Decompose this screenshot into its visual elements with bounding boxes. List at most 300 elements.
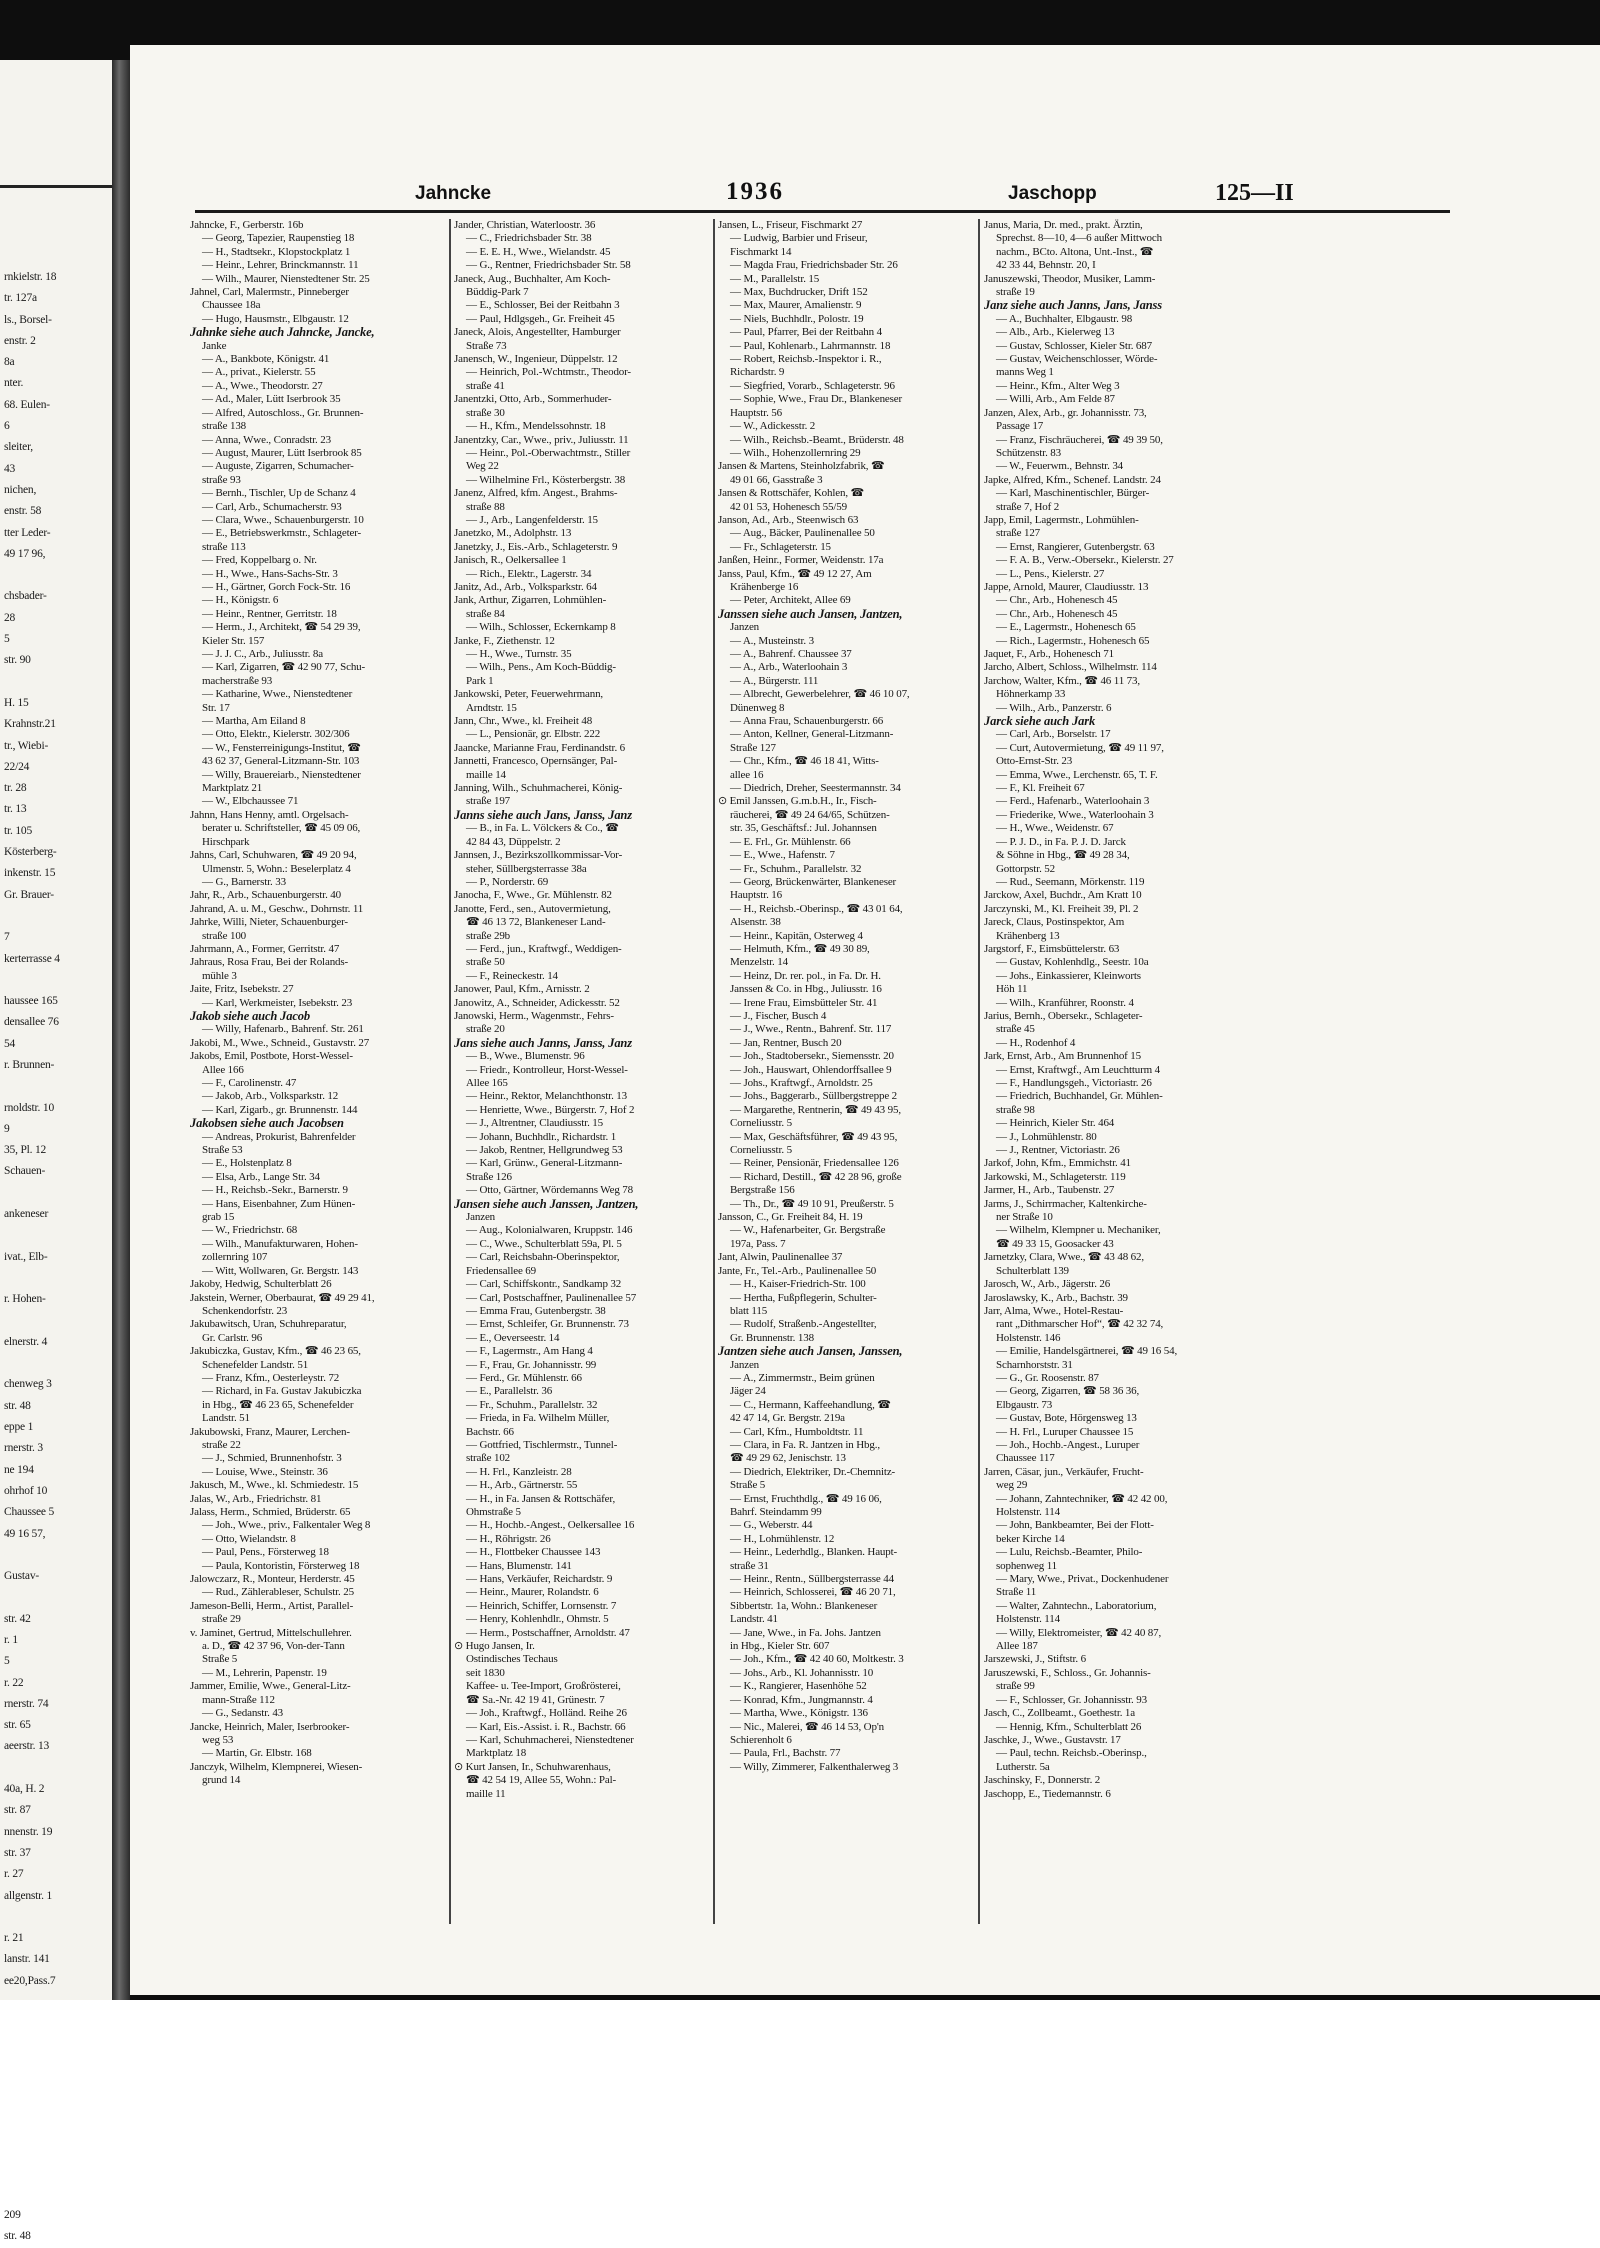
directory-entry: Jahr, R., Arb., Schauenburgerstr. 40 (190, 889, 341, 902)
directory-entry: — Alb., Arb., Kielerweg 13 (996, 326, 1115, 339)
directory-entry: — J., Lohmühlenstr. 80 (996, 1130, 1097, 1143)
directory-entry: — A., Wwe., Theodorstr. 27 (202, 379, 323, 392)
directory-entry: — Friedrich, Buchhandel, Gr. Mühlen- (996, 1090, 1163, 1103)
entry-continuation: Chaussee 18a (202, 299, 261, 312)
directory-entry: — H. Frl., Kanzleistr. 28 (466, 1465, 572, 1478)
directory-entry: — J., Fischer, Busch 4 (730, 1009, 827, 1022)
directory-entry: — E., Wwe., Hafenstr. 7 (730, 849, 835, 862)
directory-entry: — H., Stadtsekr., Klopstockplatz 1 (202, 245, 351, 258)
book-gutter (112, 60, 130, 2000)
directory-entry: Jarosch, W., Arb., Jägerstr. 26 (984, 1278, 1111, 1291)
directory-entry: — Robert, Reichsb.-Inspektor i. R., (730, 353, 882, 366)
directory-entry: — Johs., Arb., Kl. Johannisstr. 10 (730, 1666, 874, 1679)
left-margin-line: rnerstr. 3 (4, 1442, 43, 1455)
column-3 (718, 219, 970, 1939)
entry-continuation: Höh 11 (996, 983, 1028, 996)
directory-entry: Janson, Ad., Arb., Steenwisch 63 (718, 513, 859, 526)
directory-entry: — Lulu, Reichsb.-Beamter, Philo- (996, 1546, 1143, 1559)
left-margin-line: inkenstr. 15 (4, 867, 56, 880)
entry-continuation: straße 84 (466, 607, 505, 620)
entry-continuation: blatt 115 (730, 1304, 768, 1317)
left-margin-line: 28 (4, 611, 16, 624)
entry-continuation: Corneliusstr. 5 (730, 1144, 792, 1157)
directory-entry: — Paul, Hdlgsgeh., Gr. Freiheit 45 (466, 312, 615, 325)
directory-entry: — Karl, Eis.-Assist. i. R., Bachstr. 66 (466, 1720, 626, 1733)
entry-continuation: Straße 127 (730, 741, 776, 754)
directory-entry: — Hans, Verkäufer, Reichardstr. 9 (466, 1573, 613, 1586)
left-margin-line: 35, Pl. 12 (4, 1144, 47, 1157)
left-margin-line (0, 1183, 60, 1204)
entry-continuation: Schierenholt 6 (730, 1733, 792, 1746)
left-margin-line: 49 17 96, (4, 547, 46, 560)
entry-continuation: straße 20 (466, 1023, 505, 1036)
directory-entry: — E. E. H., Wwe., Wielandstr. 45 (466, 245, 611, 258)
directory-entry: — Paul, Pens., Försterweg 18 (202, 1546, 329, 1559)
directory-entry: — Diedrich, Elektriker, Dr.-Chemnitz- (730, 1465, 896, 1478)
directory-entry: — Carl, Schiffskontr., Sandkamp 32 (466, 1278, 622, 1291)
left-margin-line: rnerstr. 74 (4, 1697, 49, 1710)
directory-entry: — Jakob, Rentner, Hellgrundweg 53 (466, 1144, 623, 1157)
column-2 (454, 219, 706, 1939)
directory-entry: Janowitz, A., Schneider, Adickesstr. 52 (454, 996, 620, 1009)
directory-entry: — C., Friedrichsbader Str. 38 (466, 232, 592, 245)
directory-entry: — Carl, Arb., Borselstr. 17 (996, 728, 1111, 741)
directory-entry: Janentzky, Car., Wwe., priv., Juliusstr. 11 (454, 433, 629, 446)
directory-entry: — Wilh., Kranführer, Roonstr. 4 (996, 996, 1134, 1009)
entry-continuation: weg 53 (202, 1733, 234, 1746)
directory-entry: Jans siehe auch Janns, Janss, Janz (454, 1035, 632, 1050)
directory-entry: — Katharine, Wwe., Nienstedtener (202, 688, 353, 701)
directory-entry: Janisch, R., Oelkersallee 1 (454, 554, 567, 567)
directory-entry: — Emma, Wwe., Lerchenstr. 65, T. F. (996, 768, 1158, 781)
directory-entry: — Karl, Schuhmacherei, Nienstedtener (466, 1733, 634, 1746)
left-margin-line (0, 672, 60, 693)
entry-continuation: a. D., ☎ 42 37 96, Von-der-Tann (202, 1640, 345, 1653)
entry-continuation: seit 1830 (466, 1666, 505, 1679)
left-page-fragment (0, 60, 112, 2243)
directory-entry: — Rich., Elektr., Lagerstr. 34 (466, 567, 592, 580)
directory-entry: — Andreas, Prokurist, Bahrenfelder (202, 1130, 356, 1143)
directory-entry: Jarr, Alma, Wwe., Hotel-Restau- (984, 1304, 1124, 1317)
left-margin-line: rnoldstr. 10 (4, 1101, 54, 1114)
directory-entry: Jant, Alwin, Paulinenallee 37 (718, 1251, 843, 1264)
entry-continuation: 49 01 66, Gasstraße 3 (730, 473, 823, 486)
directory-entry: — Rich., Lagermstr., Hohenesch 65 (996, 634, 1150, 647)
directory-entry: — Georg, Brückenwärter, Blankeneser (730, 875, 897, 888)
directory-entry: — Wilhelmine Frl., Kösterbergstr. 38 (466, 473, 626, 486)
entry-continuation: Scharnhorststr. 31 (996, 1358, 1073, 1371)
directory-entry: v. Jaminet, Gertrud, Mittelschullehrer. (190, 1626, 352, 1639)
directory-entry: Jancke, Heinrich, Maler, Iserbrooker- (190, 1720, 350, 1733)
directory-entry: — Georg, Tapezier, Raupenstieg 18 (202, 232, 355, 245)
directory-entry: Janke, F., Ziethenstr. 12 (454, 634, 555, 647)
directory-entry: — Joh., Kraftwgf., Holländ. Reihe 26 (466, 1707, 627, 1720)
directory-entry: — Th., Dr., ☎ 49 10 91, Preußerstr. 5 (730, 1197, 894, 1210)
directory-entry: — Gustav, Schlosser, Kieler Str. 687 (996, 339, 1152, 352)
directory-entry: Jank, Arthur, Zigarren, Lohmühlen- (454, 594, 607, 607)
entry-continuation: Elbgaustr. 73 (996, 1398, 1053, 1411)
directory-entry: Jalowczarz, R., Monteur, Herderstr. 45 (190, 1573, 355, 1586)
directory-entry: Jann, Chr., Wwe., kl. Freiheit 48 (454, 715, 593, 728)
directory-entry: — August, Maurer, Lütt Iserbrook 85 (202, 446, 362, 459)
left-margin-line: str. 42 (4, 1612, 31, 1625)
entry-continuation: straße 7, Hof 2 (996, 500, 1060, 513)
directory-entry: Jark, Ernst, Arb., Am Brunnenhof 15 (984, 1050, 1141, 1063)
entry-continuation: maille 14 (466, 768, 506, 781)
left-margin-line: allgenstr. 1 (4, 1889, 53, 1902)
entry-continuation: Bachstr. 66 (466, 1425, 514, 1438)
directory-entry: — Anton, Kellner, General-Litzmann- (730, 728, 894, 741)
header-first-entry: Jahncke (415, 183, 492, 204)
entry-continuation: straße 113 (202, 540, 246, 553)
entry-continuation: straße 197 (466, 795, 511, 808)
directory-entry: — Friederike, Wwe., Waterloohain 3 (996, 808, 1154, 821)
directory-entry: — Henry, Kohlenhdlr., Ohmstr. 5 (466, 1613, 609, 1626)
left-margin-line: 22/24 (4, 760, 30, 773)
left-margin-line (0, 906, 60, 927)
directory-entry: — Karl, Grünw., General-Litzmann- (466, 1157, 623, 1170)
left-margin-line: Schauen- (4, 1165, 46, 1178)
directory-entry: — W., Elbchaussee 71 (202, 795, 299, 808)
directory-entry: Jakusch, M., Wwe., kl. Schmiedestr. 15 (190, 1479, 359, 1492)
directory-entry: — W., Feuerwm., Behnstr. 34 (996, 460, 1124, 473)
entry-continuation: zollernring 107 (202, 1251, 268, 1264)
directory-entry: — Hans, Blumenstr. 141 (466, 1559, 572, 1572)
directory-entry: Jahnel, Carl, Malermstr., Pinneberger (190, 286, 349, 299)
left-margin-line: ivat., Elb- (4, 1250, 48, 1263)
directory-entry: Janczyk, Wilhelm, Klempnerei, Wiesen- (190, 1760, 363, 1773)
directory-entry: — Heinz, Dr. rer. pol., in Fa. Dr. H. (730, 969, 881, 982)
directory-entry: — B., Wwe., Blumenstr. 96 (466, 1050, 585, 1063)
directory-entry: — Willy, Hafenarb., Bahrenf. Str. 261 (202, 1023, 364, 1036)
directory-entry: — Alfred, Autoschloss., Gr. Brunnen- (202, 406, 364, 419)
entry-continuation: Straße 73 (466, 339, 507, 352)
directory-entry: — C., Hermann, Kaffeehandlung, ☎ (730, 1398, 891, 1411)
directory-entry: — Aug., Bäcker, Paulinenallee 50 (730, 527, 875, 540)
directory-entry: — Heinr., Rektor, Melanchthonstr. 13 (466, 1090, 627, 1103)
directory-entry: — Siegfried, Vorarb., Schlageterstr. 96 (730, 379, 895, 392)
directory-entry: — H., Reichsb.-Sekr., Barnerstr. 9 (202, 1184, 348, 1197)
left-margin-line: eppe 1 (4, 1421, 34, 1434)
entry-continuation: weg 29 (996, 1479, 1028, 1492)
directory-entry: — Emma Frau, Gutenbergstr. 38 (466, 1304, 606, 1317)
directory-entry: — Gustav, Kohlenhdlg., Seestr. 10a (996, 956, 1149, 969)
left-margin-line: Gr. Brauer- (4, 888, 54, 901)
entry-continuation: straße 19 (996, 286, 1035, 299)
left-margin-line: densallee 76 (4, 1016, 59, 1029)
directory-entry: — J., Schmied, Brunnenhofstr. 3 (202, 1452, 342, 1465)
directory-entry: Japke, Alfred, Kfm., Schenef. Landstr. 24 (984, 473, 1161, 486)
directory-entry: — Curt, Autovermietung, ☎ 49 11 97, (996, 741, 1164, 754)
directory-entry: — K., Rangierer, Hasenhöhe 52 (730, 1680, 867, 1693)
directory-entry: — Richard, in Fa. Gustav Jakubiczka (202, 1385, 362, 1398)
entry-continuation: Dünenweg 8 (730, 701, 785, 714)
directory-entry: — H., Hochb.-Angest., Oelkersallee 16 (466, 1519, 635, 1532)
directory-entry: — Konrad, Kfm., Jungmannstr. 4 (730, 1693, 873, 1706)
entry-continuation: Straße 5 (730, 1479, 766, 1492)
directory-entry: — E. Frl., Gr. Mühlenstr. 66 (730, 835, 851, 848)
directory-entry: Jarkowski, M., Schlageterstr. 119 (984, 1170, 1126, 1183)
directory-entry: — Witt, Wollwaren, Gr. Bergstr. 143 (202, 1264, 359, 1277)
directory-entry: — W., Fensterreinigungs-Institut, ☎ (202, 741, 361, 754)
directory-entry: Janentzki, Otto, Arb., Sommerhuder- (454, 393, 612, 406)
header-rule (195, 210, 1450, 213)
directory-entry: — Ferd., jun., Kraftwgf., Weddigen- (466, 942, 622, 955)
directory-entry: — Joh., Hochb.-Angest., Luruper (996, 1438, 1140, 1451)
left-margin-line: str. 48 (4, 2230, 31, 2243)
directory-entry: — Hans, Eisenbahner, Zum Hünen- (202, 1197, 356, 1210)
directory-entry: — Nic., Malerei, ☎ 46 14 53, Op'n (730, 1720, 885, 1733)
entry-continuation: Weg 22 (466, 460, 499, 473)
left-margin-line: Kösterberg- (4, 846, 57, 859)
directory-entry: — P. J. D., in Fa. P. J. D. Jarck (996, 835, 1126, 848)
left-margin-line: r. 21 (4, 1932, 24, 1945)
directory-entry: Jammer, Emilie, Wwe., General-Litz- (190, 1680, 351, 1693)
directory-entry: — Diedrich, Dreher, Seestermannstr. 34 (730, 782, 901, 795)
left-margin-line: nichen, (4, 483, 37, 496)
directory-entry: — Heinr., Rentn., Süllbergsterrasse 44 (730, 1573, 894, 1586)
directory-entry: — Heinr., Pol.-Oberwachtmstr., Stiller (466, 446, 631, 459)
directory-entry: Janz siehe auch Janns, Jans, Janss (984, 298, 1162, 313)
directory-entry: Jaquet, F., Arb., Hohenesch 71 (984, 648, 1114, 660)
directory-entry: — Wilh., Schlosser, Eckernkamp 8 (466, 621, 616, 634)
directory-entry: — Sophie, Wwe., Frau Dr., Blankeneser (730, 393, 903, 406)
directory-entry: — Jane, Wwe., in Fa. Johs. Jantzen (730, 1626, 881, 1639)
directory-entry: — Otto, Wielandstr. 8 (202, 1532, 296, 1545)
entry-continuation: Hauptstr. 16 (730, 889, 782, 902)
directory-entry: Jansen & Martens, Steinholzfabrik, ☎ (718, 460, 885, 473)
entry-continuation: 197a, Pass. 7 (730, 1237, 786, 1250)
entry-continuation: straße 45 (996, 1023, 1035, 1036)
left-margin-line: r. 27 (4, 1868, 24, 1881)
directory-entry: — H., Reichsb.-Oberinsp., ☎ 43 01 64, (730, 902, 903, 915)
entry-continuation: nachm., BCto. Altona, Unt.-Inst., ☎ (996, 245, 1154, 258)
directory-entry: Janenz, Alfred, kfm. Angest., Brahms- (454, 487, 618, 500)
entry-continuation: & Söhne in Hbg., ☎ 49 28 34, (996, 849, 1130, 862)
directory-entry: Jaroslawsky, K., Arb., Bachstr. 39 (984, 1291, 1128, 1304)
entry-continuation: Hauptstr. 56 (730, 406, 782, 419)
column-divider (713, 219, 715, 1924)
directory-entry: Jargstorf, F., Eimsbüttelerstr. 63 (984, 942, 1120, 955)
directory-entry: — F. A. B., Verw.-Obersekr., Kielerstr. 27 (996, 554, 1174, 567)
directory-entry: Janensch, W., Ingenieur, Düppelstr. 12 (454, 353, 618, 366)
directory-entry: Jannetti, Francesco, Opernsänger, Pal- (454, 755, 618, 768)
left-margin-line: 49 16 57, (4, 1527, 46, 1540)
directory-entry: Jarchow, Walter, Kfm., ☎ 46 11 73, (984, 674, 1140, 687)
directory-entry: — M., Parallelstr. 15 (730, 272, 820, 285)
directory-entry: — W., Adickesstr. 2 (730, 420, 816, 433)
directory-entry: — Fr., Schlageterstr. 15 (730, 540, 831, 553)
directory-entry: — Joh., Kfm., ☎ 42 40 60, Moltkestr. 3 (730, 1653, 904, 1666)
directory-entry: — Heinr., Kapitän, Osterweg 4 (730, 929, 863, 942)
entry-continuation: rant „Dithmarscher Hof“, ☎ 42 32 74, (996, 1318, 1164, 1331)
directory-entry: Jander, Christian, Waterloostr. 36 (454, 219, 596, 231)
directory-entry: — M., Lehrerin, Papenstr. 19 (202, 1666, 327, 1679)
directory-entry: Jarkof, John, Kfm., Emmichstr. 41 (984, 1157, 1131, 1170)
entry-continuation: straße 41 (466, 379, 505, 392)
entry-continuation: Sibbertstr. 1a, Wohn.: Blankeneser (730, 1599, 878, 1612)
entry-continuation: Arndtstr. 15 (466, 701, 517, 714)
directory-entry: — Fr., Schuhm., Parallelstr. 32 (466, 1398, 598, 1411)
entry-continuation: Friedensallee 69 (466, 1264, 536, 1277)
directory-entry: — Carl, Postschaffner, Paulinenallee 57 (466, 1291, 637, 1304)
directory-entry: — G., Gr. Roosenstr. 87 (996, 1371, 1099, 1384)
entry-continuation: Fischmarkt 14 (730, 245, 792, 258)
directory-entry: — Otto, Gärtner, Wördemanns Weg 78 (466, 1184, 633, 1197)
directory-entry: Jahrand, A. u. M., Geschw., Dohrnstr. 11 (190, 902, 364, 915)
directory-entry: Jahrke, Willi, Nieter, Schauenburger- (190, 916, 348, 929)
entry-continuation: straße 29b (466, 929, 511, 942)
directory-entry: — H. Frl., Luruper Chaussee 15 (996, 1425, 1134, 1438)
entry-continuation: Sprechst. 8—10, 4—6 außer Mittwoch (996, 232, 1162, 245)
directory-entry: — H., Röhrigstr. 26 (466, 1532, 551, 1545)
directory-entry: Japp, Emil, Lagermstr., Lohmühlen- (984, 513, 1139, 526)
entry-continuation: grab 15 (202, 1211, 235, 1224)
directory-entry: — H., Königstr. 6 (202, 594, 279, 607)
directory-entry: — H., Wwe., Weidenstr. 67 (996, 822, 1114, 835)
directory-entry: — H., Kfm., Mendelssohnstr. 18 (466, 420, 606, 433)
directory-entry: — Wilhelm, Klempner u. Mechaniker, (996, 1224, 1161, 1237)
directory-entry: — Heinrich, Kieler Str. 464 (996, 1117, 1115, 1130)
entry-continuation: Gr. Carlstr. 96 (202, 1331, 263, 1344)
directory-entry: — Rudolf, Straßenb.-Angestellter, (730, 1318, 877, 1331)
directory-columns (190, 219, 1450, 1939)
entry-continuation: Alsenstr. 38 (730, 916, 781, 929)
directory-entry: Jantzen siehe auch Jansen, Janssen, (718, 1344, 903, 1359)
left-margin-line (0, 1076, 60, 1097)
entry-continuation: Holstenstr. 114 (996, 1506, 1060, 1518)
directory-entry: — Carl, Reichsbahn-Oberinspektor, (466, 1251, 620, 1264)
left-margin-line: chenweg 3 (4, 1378, 52, 1391)
left-margin-line: tr. 105 (4, 824, 32, 837)
left-margin-line: 68. Eulen- (4, 398, 50, 411)
directory-entry: — Rud., Zählerableser, Schulstr. 25 (202, 1586, 354, 1599)
entry-continuation: Janke (202, 339, 227, 352)
left-margin-line (0, 1907, 60, 1928)
entry-continuation: straße 138 (202, 420, 247, 433)
directory-entry: — A., Arb., Waterloohain 3 (730, 661, 848, 674)
entry-continuation: Bergstraße 156 (730, 1184, 795, 1197)
directory-entry: — Clara, Wwe., Schauenburgerstr. 10 (202, 513, 364, 526)
directory-entry: — Joh., Stadtobersekr., Siemensstr. 20 (730, 1050, 894, 1063)
left-margin-line: lanstr. 141 (4, 1953, 50, 1966)
directory-entry: Janßen, Heinr., Former, Weidenstr. 17a (718, 554, 884, 567)
directory-entry: Jaite, Fritz, Isebekstr. 27 (190, 983, 294, 996)
directory-entry: — Joh., Wwe., priv., Falkentaler Weg 8 (202, 1519, 371, 1532)
directory-entry: Jarren, Cäsar, jun., Verkäufer, Frucht- (984, 1465, 1144, 1478)
directory-entry: — Karl, Maschinentischler, Bürger- (996, 487, 1150, 500)
entry-continuation: beker Kirche 14 (996, 1532, 1065, 1545)
entry-continuation: Gr. Brunnenstr. 138 (730, 1331, 814, 1344)
directory-entry: — Aug., Kolonialwaren, Kruppstr. 146 (466, 1224, 633, 1237)
directory-entry: Jahraus, Rosa Frau, Bei der Rolands- (190, 956, 349, 969)
entry-continuation: sophenweg 11 (996, 1559, 1058, 1572)
entry-continuation: Büddig-Park 7 (466, 286, 529, 299)
directory-entry: — W., Friedrichstr. 68 (202, 1224, 298, 1237)
directory-page (130, 45, 1600, 2000)
directory-entry: Jakubowski, Franz, Maurer, Lerchen- (190, 1425, 350, 1438)
directory-entry: — H., Arb., Gärtnerstr. 55 (466, 1479, 578, 1492)
directory-entry: — Ad., Maler, Lütt Iserbrook 35 (202, 393, 341, 406)
left-page-text (0, 267, 60, 2248)
directory-entry: — Georg, Zigarren, ☎ 58 36 36, (996, 1385, 1140, 1398)
directory-entry: — Ferd., Hafenarb., Waterloohain 3 (996, 795, 1150, 808)
directory-entry: — E., Parallelstr. 36 (466, 1385, 553, 1398)
entry-continuation: straße 30 (466, 406, 505, 419)
directory-entry: ⊙ Hugo Jansen, Ir. (454, 1640, 535, 1653)
directory-entry: Jalass, Herm., Schmied, Brüderstr. 65 (190, 1506, 351, 1518)
directory-entry: ⊙ Kurt Jansen, Ir., Schuhwarenhaus, (454, 1760, 611, 1773)
directory-entry: — G., Weberstr. 44 (730, 1519, 813, 1532)
directory-entry: — Johann, Zahntechniker, ☎ 42 42 00, (996, 1492, 1168, 1505)
directory-entry: — Emilie, Handelsgärtnerei, ☎ 49 16 54, (996, 1345, 1178, 1358)
directory-entry: — Martha, Am Eiland 8 (202, 715, 306, 728)
directory-entry: Janitz, Ad., Arb., Volksparkstr. 64 (454, 580, 597, 593)
directory-entry: — Jakob, Arb., Volksparkstr. 12 (202, 1090, 339, 1103)
entry-continuation: steher, Süllbergsterrasse 38a (466, 862, 587, 875)
directory-entry: — Ludwig, Barbier und Friseur, (730, 232, 868, 245)
directory-entry: — Wilh., Hohenzollernring 29 (730, 446, 861, 459)
directory-entry: — E., Oeverseestr. 14 (466, 1331, 560, 1344)
entry-continuation: räucherei, ☎ 49 24 64/65, Schützen- (730, 808, 890, 821)
directory-entry: — Louise, Wwe., Steinstr. 36 (202, 1465, 328, 1478)
entry-continuation: allee 16 (730, 768, 764, 781)
directory-entry: Jante, Fr., Tel.-Arb., Paulinenallee 50 (718, 1264, 877, 1277)
directory-entry: — F., Frau, Gr. Johannisstr. 99 (466, 1358, 597, 1371)
directory-entry: Janeck, Aug., Buchhalter, Am Koch- (454, 272, 611, 285)
directory-entry: Jakob siehe auch Jacob (190, 1008, 310, 1023)
directory-entry: — Gustav, Weichenschlosser, Wörde- (996, 353, 1158, 366)
directory-entry: — P., Norderstr. 69 (466, 875, 549, 888)
directory-entry: Jarnetzky, Clara, Wwe., ☎ 43 48 62, (984, 1251, 1144, 1264)
entry-continuation: berater u. Schriftsteller, ☎ 45 09 06, (202, 822, 361, 835)
directory-entry: — Heinrich, Schiffer, Lornsenstr. 7 (466, 1599, 617, 1612)
entry-continuation: Allee 166 (202, 1063, 244, 1076)
entry-continuation: Schenefelder Landstr. 51 (202, 1358, 309, 1371)
directory-entry: — Chr., Arb., Hohenesch 45 (996, 594, 1118, 607)
entry-continuation: Kaffee- u. Tee-Import, Großrösterei, (466, 1680, 621, 1693)
entry-continuation: 42 33 44, Behnstr. 20, I (996, 259, 1096, 272)
directory-entry: — A., Buchhalter, Elbgaustr. 98 (996, 312, 1133, 325)
directory-entry: Janocha, F., Wwe., Gr. Mühlenstr. 82 (454, 889, 612, 902)
directory-entry: Janotte, Ferd., sen., Autovermietung, (454, 902, 611, 915)
entry-continuation: 42 01 53, Hohenesch 55/59 (730, 500, 847, 513)
directory-entry: — F., Lagermstr., Am Hang 4 (466, 1345, 593, 1358)
directory-entry: Jakubiczka, Gustav, Kfm., ☎ 46 23 65, (190, 1345, 361, 1358)
directory-entry: Janssen siehe auch Jansen, Jantzen, (718, 606, 903, 621)
left-margin-line (0, 1353, 60, 1374)
column-divider (449, 219, 451, 1924)
entry-continuation: straße 99 (996, 1680, 1035, 1693)
directory-entry: — Albrecht, Gewerbelehrer, ☎ 46 10 07, (730, 688, 910, 701)
directory-entry: — Heinr., Kfm., Alter Weg 3 (996, 379, 1120, 392)
left-margin-line: rnkielstr. 18 (4, 271, 57, 283)
directory-entry: — F., Kl. Freiheit 67 (996, 782, 1085, 795)
directory-entry: — Johs., Kraftwgf., Arnoldstr. 25 (730, 1077, 873, 1089)
directory-entry: — Gottfried, Tischlermstr., Tunnel- (466, 1438, 618, 1451)
directory-entry: Jansen & Rottschäfer, Kohlen, ☎ (718, 487, 865, 500)
directory-entry: — Johann, Buchhdlr., Richardstr. 1 (466, 1130, 617, 1143)
left-margin-line: str. 65 (4, 1719, 31, 1732)
directory-entry: — Elsa, Arb., Lange Str. 34 (202, 1170, 320, 1183)
directory-entry: — Magda Frau, Friedrichsbader Str. 26 (730, 259, 898, 272)
directory-entry: — Jan, Rentner, Busch 20 (730, 1036, 842, 1049)
directory-entry: Janetzko, M., Adolphstr. 13 (454, 527, 572, 540)
left-margin-line: Gustav- (4, 1570, 40, 1583)
directory-entry: Jarmer, H., Arb., Taubenstr. 27 (984, 1184, 1115, 1197)
left-margin-line: tr., Wiebi- (4, 739, 49, 752)
directory-entry: — H., Wwe., Hans-Sachs-Str. 3 (202, 567, 338, 580)
